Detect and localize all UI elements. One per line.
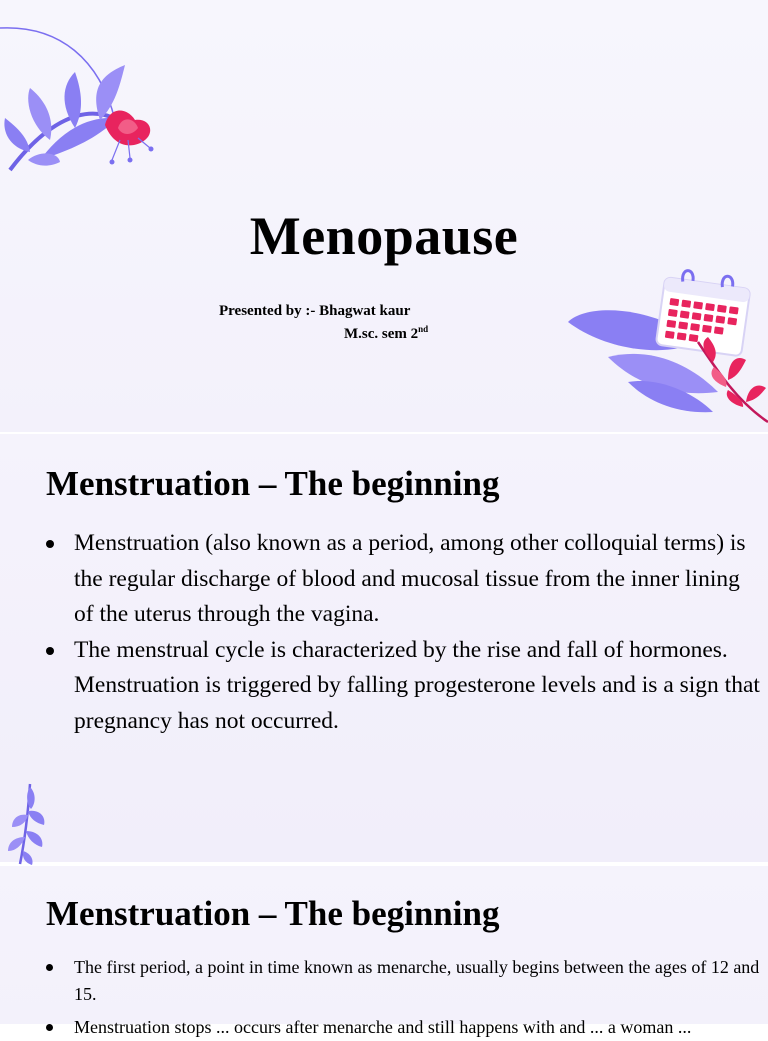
leaf-flower-icon xyxy=(0,0,190,190)
calendar-icon xyxy=(568,262,768,432)
bullet-list xyxy=(46,954,762,1041)
slide-title: Menstruation – The beginning xyxy=(46,894,500,933)
bullet-list xyxy=(46,526,762,739)
bullet-dot xyxy=(46,964,53,971)
bullet-dot xyxy=(46,1024,53,1031)
course-line: M.sc. sem 2nd xyxy=(344,324,429,342)
bullet-dot xyxy=(46,540,54,548)
list-item: The menstrual cycle is characterized by the rise and fall of hormones. Menstruation is triggered by falling progesterone levels and is a sign that pregnancy has not occurred. xyxy=(46,633,762,740)
bullet-dot xyxy=(46,647,54,655)
slide-title: Menstruation – The beginning xyxy=(46,464,500,503)
presentation-title: Menopause xyxy=(249,206,519,266)
list-item: The first period, a point in time known as menarche, usually begins between the ages of 12 and 15. xyxy=(46,954,762,1008)
content-slide-1 xyxy=(0,434,768,862)
content-slide-2 xyxy=(0,866,768,1037)
leaf-sprig-icon xyxy=(0,779,60,869)
list-item: Menstruation stops ... occurs after menarche and still happens with and ... a woman ... xyxy=(46,1014,762,1041)
presenter-line: Presented by :- Bhagwat kaur xyxy=(219,303,411,319)
title-slide xyxy=(0,0,768,432)
list-item: Menstruation (also known as a period, among other colloquial terms) is the regular discharge of blood and mucosal tissue from the inner lining of the uterus through the vagina. xyxy=(46,526,762,633)
